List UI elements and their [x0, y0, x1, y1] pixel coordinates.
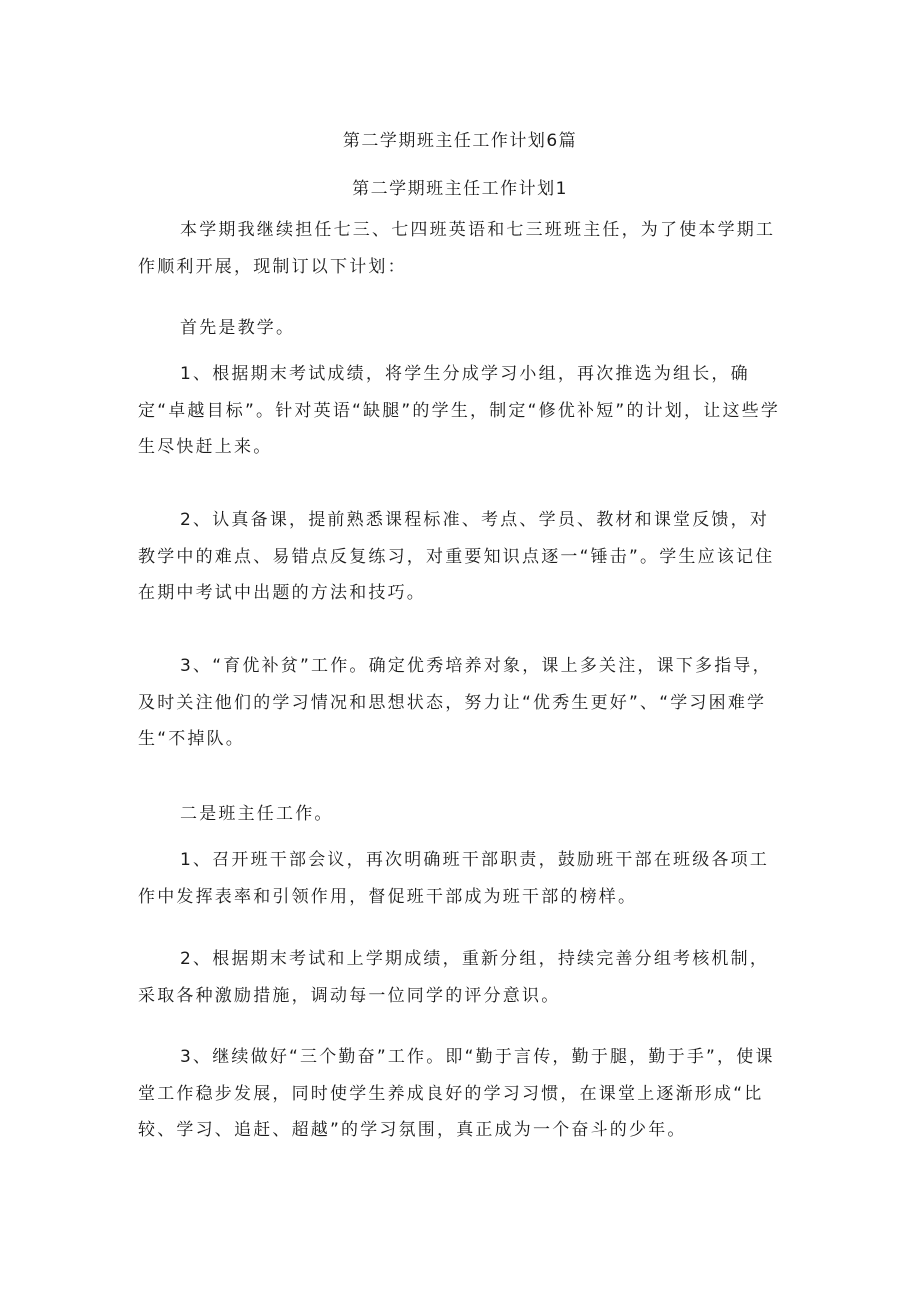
paragraph-class-3: 3、继续做好“三个勤奋”工作。即“勤于言传，勤于腿，勤于手”，使课堂工作稳步发展，同时使学生养成良好的学习习惯，在课堂上逐渐形成“比较、学习、追赶、超越”的学习氛围，真正成为一个奋斗的少年。 — [138, 1047, 775, 1140]
paragraph-teaching-2: 2、认真备课，提前熟悉课程标准、考点、学员、教材和课堂反馈，对教学中的难点、易错点反复练习，对重要知识点逐一“锤击”。学生应该记住在期中考试中出题的方法和技巧。 — [138, 510, 775, 603]
paragraph-teaching-heading: 首先是教学。 — [180, 318, 296, 338]
paragraph-teaching-1: 1、根据期末考试成绩，将学生分成学习小组，再次推选为组长，确定“卓越目标”。针对英语“缺腿”的学生，制定“修优补短”的计划，让这些学生尽快赶上来。 — [138, 364, 781, 457]
section-title: 第二学期班主任工作计划1 — [352, 179, 568, 199]
paragraph-intro: 本学期我继续担任七三、七四班英语和七三班班主任，为了使本学期工作顺利开展，现制订以下计划： — [138, 220, 776, 277]
paragraph-class-1: 1、召开班干部会议，再次明确班干部职责，鼓励班干部在班级各项工作中发挥表率和引领作用，督促班干部成为班干部的榜样。 — [138, 850, 770, 907]
paragraph-class-heading: 二是班主任工作。 — [180, 804, 334, 824]
document-title: 第二学期班主任工作计划6篇 — [342, 131, 578, 151]
paragraph-teaching-3: 3、“育优补贫”工作。确定优秀培养对象，课上多关注，课下多指导，及时关注他们的学习情况和思想状态，努力让“优秀生更好”、“学习困难学生“不掉队。 — [138, 656, 772, 749]
paragraph-class-2: 2、根据期末考试和上学期成绩，重新分组，持续完善分组考核机制，采取各种激励措施，调动每一位同学的评分意识。 — [138, 949, 770, 1006]
